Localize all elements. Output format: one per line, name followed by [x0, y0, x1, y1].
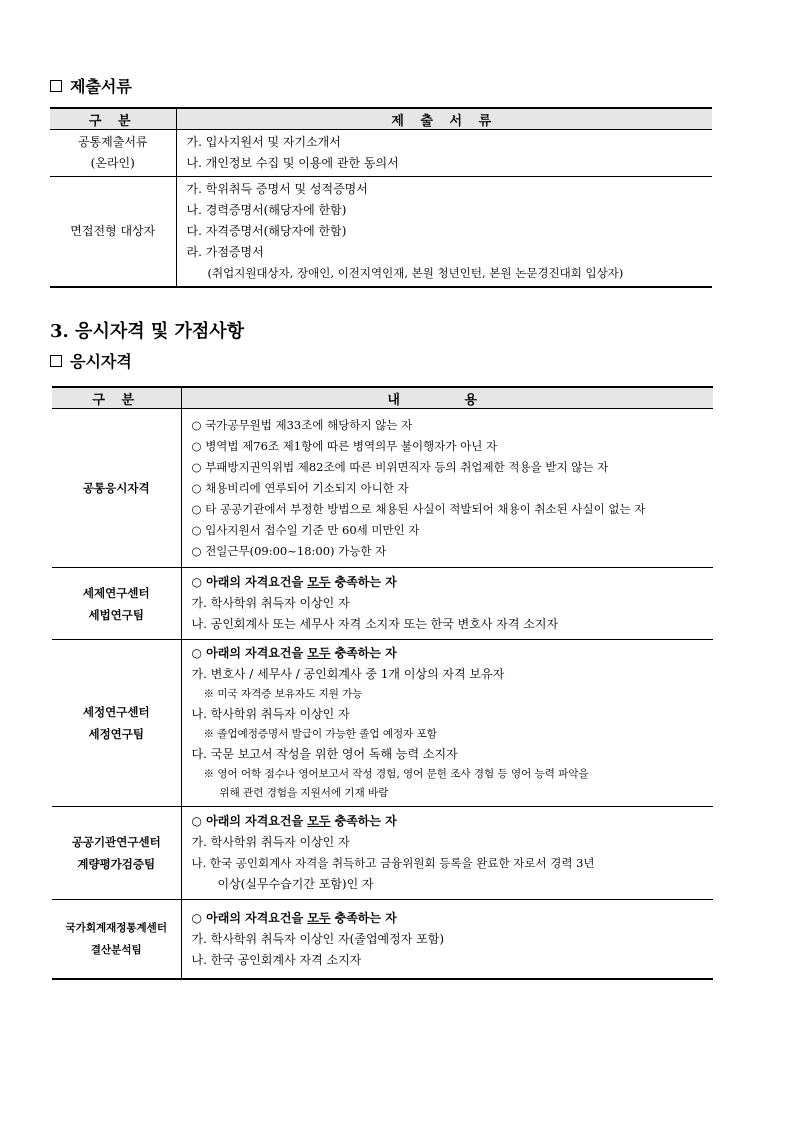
requirement-line: ○ 아래의 자격요건을 모두 충족하는 자 — [191, 575, 397, 589]
section-heading-qualifications — [50, 349, 132, 372]
documents-table — [50, 107, 712, 288]
table-row — [52, 409, 713, 568]
section-heading-documents — [50, 74, 132, 97]
requirement-line: ○ 아래의 자격요건을 모두 충족하는 자 — [191, 910, 397, 925]
table-row — [50, 130, 712, 177]
row-content: ○ 아래의 자격요건을 모두 충족하는 자 가. 학사학위 취득자 이상인 자(졸업예정자 포함) 나. 한국 공인회계사 자격 소지자 — [181, 900, 713, 980]
requirement-line: ○ 아래의 자격요건을 모두 충족하는 자 — [191, 646, 397, 660]
table-row — [50, 177, 712, 288]
table-row — [52, 568, 713, 640]
header-category: 구 분 — [50, 108, 176, 130]
row-category: 세정연구센터 세정연구팀 — [52, 640, 181, 807]
row-category: 국가회계재정통계센터 결산분석팀 — [52, 900, 181, 980]
section-title: 제출서류 — [70, 77, 132, 96]
header-category: 구 분 — [52, 387, 181, 409]
table-row — [52, 900, 713, 980]
row-category: 세제연구센터 세법연구팀 — [52, 568, 181, 640]
row-category: 공통응시자격 — [52, 409, 181, 568]
square-bullet-icon — [50, 80, 62, 92]
qualifications-table — [52, 386, 713, 980]
row-content: ○ 아래의 자격요건을 모두 충족하는 자 가. 학사학위 취득자 이상인 자 나. 한국 공인회계사 자격을 취득하고 금융위원회 등록을 완료한 자로서 경력 3년 이상(실무수습기간 포함)인 자 — [181, 807, 713, 900]
row-category: 공통제출서류 (온라인) — [50, 130, 176, 177]
row-content: 가. 입사지원서 및 자기소개서 나. 개인정보 수집 및 이용에 관한 동의서 — [176, 130, 712, 177]
row-content: ○ 아래의 자격요건을 모두 충족하는 자 가. 변호사 / 세무사 / 공인회계사 중 1개 이상의 자격 보유자 ※ 미국 자격증 보유자도 지원 가능 나. 학사학위 취득자 이상인 자 ※ 졸업예정증명서 발급이 가능한 졸업 예정자 포함 다. 국문 보고서 작성을 위한 영어 독해 능력 소지자 ※ 영어 어학 점수나 영어보고서 작성 경험, 영어 문헌 조사 경험 등 영어 능력 파악을 위해 관련 경험을 지원서에 기재 바람 — [181, 640, 713, 807]
row-category: 공공기관연구센터 계량평가검증팀 — [52, 807, 181, 900]
section-title: 응시자격 — [70, 352, 132, 371]
header-content: 내 용 — [181, 387, 713, 409]
table-row — [52, 640, 713, 807]
table-row — [52, 807, 713, 900]
row-content: 가. 학위취득 증명서 및 성적증명서 나. 경력증명서(해당자에 한함) 다. 자격증명서(해당자에 한함) 라. 가점증명서 (취업지원대상자, 장애인, 이전지역인재, 본원 청년인턴, 본원 논문경진대회 입상자) — [176, 177, 712, 288]
square-bullet-icon — [50, 355, 62, 367]
row-category: 면접전형 대상자 — [50, 177, 176, 288]
page-heading: 3. 응시자격 및 가점사항 — [50, 321, 245, 342]
row-content: ○ 국가공무원법 제33조에 해당하지 않는 자 ○ 병역법 제76조 제1항에 따른 병역의무 불이행자가 아닌 자 ○ 부패방지권익위법 제82조에 따른 비위면직자 등의 취업제한 적용을 받지 않는 자 ○ 채용비리에 연루되어 기소되지 아니한 자 ○ 타 공공기관에서 부정한 방법으로 채용된 사실이 적발되어 채용이 취소된 사실이 없는 자 ○ 입사지원서 접수일 기준 만 60세 미만인 자 ○ 전일근무(09:00~18:00) 가능한 자 — [181, 409, 713, 568]
row-content: ○ 아래의 자격요건을 모두 충족하는 자 가. 학사학위 취득자 이상인 자 나. 공인회계사 또는 세무사 자격 소지자 또는 한국 변호사 자격 소지자 — [181, 568, 713, 640]
header-content: 제 출 서 류 — [176, 108, 712, 130]
requirement-line: ○ 아래의 자격요건을 모두 충족하는 자 — [191, 814, 397, 828]
